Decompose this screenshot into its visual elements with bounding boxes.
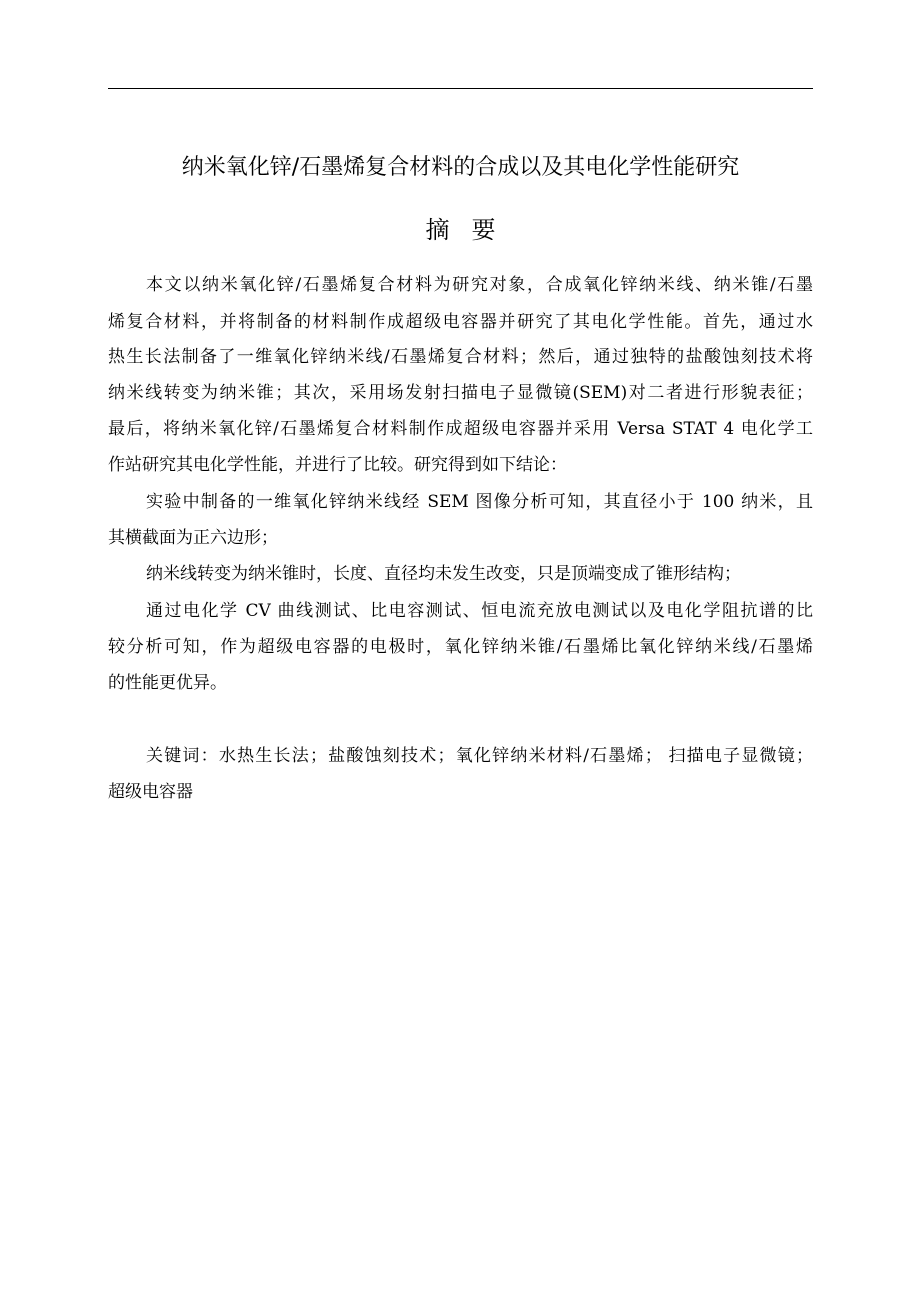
keywords-line-2: 超级电容器 — [108, 782, 193, 802]
paragraph-4-line-3: 的性能更优异。 — [108, 673, 227, 693]
keywords-label: 关键词： — [146, 746, 219, 766]
paragraph-1-line-6: 作站研究其电化学性能，并进行了比较。研究得到如下结论： — [108, 455, 567, 475]
paragraph-1-line-2: 烯复合材料，并将制备的材料制作成超级电容器并研究了其电化学性能。首先，通过水 — [108, 312, 813, 332]
header-rule — [108, 88, 813, 89]
paragraph-3-line-1: 纳米线转变为纳米锥时，长度、直径均未发生改变，只是顶端变成了锥形结构； — [146, 564, 741, 584]
paragraph-1-line-3: 热生长法制备了一维氧化锌纳米线/石墨烯复合材料；然后，通过独特的盐酸蚀刻技术将 — [108, 347, 813, 367]
paragraph-2-line-1: 实验中制备的一维氧化锌纳米线经 SEM 图像分析可知，其直径小于 100 纳米，且 — [146, 492, 813, 512]
paragraph-4-line-2: 较分析可知，作为超级电容器的电极时，氧化锌纳米锥/石墨烯比氧化锌纳米线/石墨烯 — [108, 637, 813, 657]
abstract-heading: 摘要 — [425, 216, 518, 244]
paragraph-1-line-1: 本文以纳米氧化锌/石墨烯复合材料为研究对象，合成氧化锌纳米线、纳米锥/石墨 — [146, 275, 813, 295]
paragraph-1-line-5: 最后，将纳米氧化锌/石墨烯复合材料制作成超级电容器并采用 Versa STAT 4 电化学工 — [108, 419, 813, 439]
document-title: 纳米氧化锌/石墨烯复合材料的合成以及其电化学性能研究 — [181, 155, 740, 180]
paragraph-4-line-1: 通过电化学 CV 曲线测试、比电容测试、恒电流充放电测试以及电化学阻抗谱的比 — [146, 601, 813, 621]
paragraph-2-line-2: 其横截面为正六边形； — [108, 528, 278, 548]
paragraph-1-line-4: 纳米线转变为纳米锥；其次，采用场发射扫描电子显微镜(SEM)对二者进行形貌表征； — [108, 383, 813, 403]
keywords-line-1 — [108, 744, 813, 768]
keywords-text: 水热生长法；盐酸蚀刻技术；氧化锌纳米材料/石墨烯； 扫描电子显微镜； — [218, 746, 813, 766]
